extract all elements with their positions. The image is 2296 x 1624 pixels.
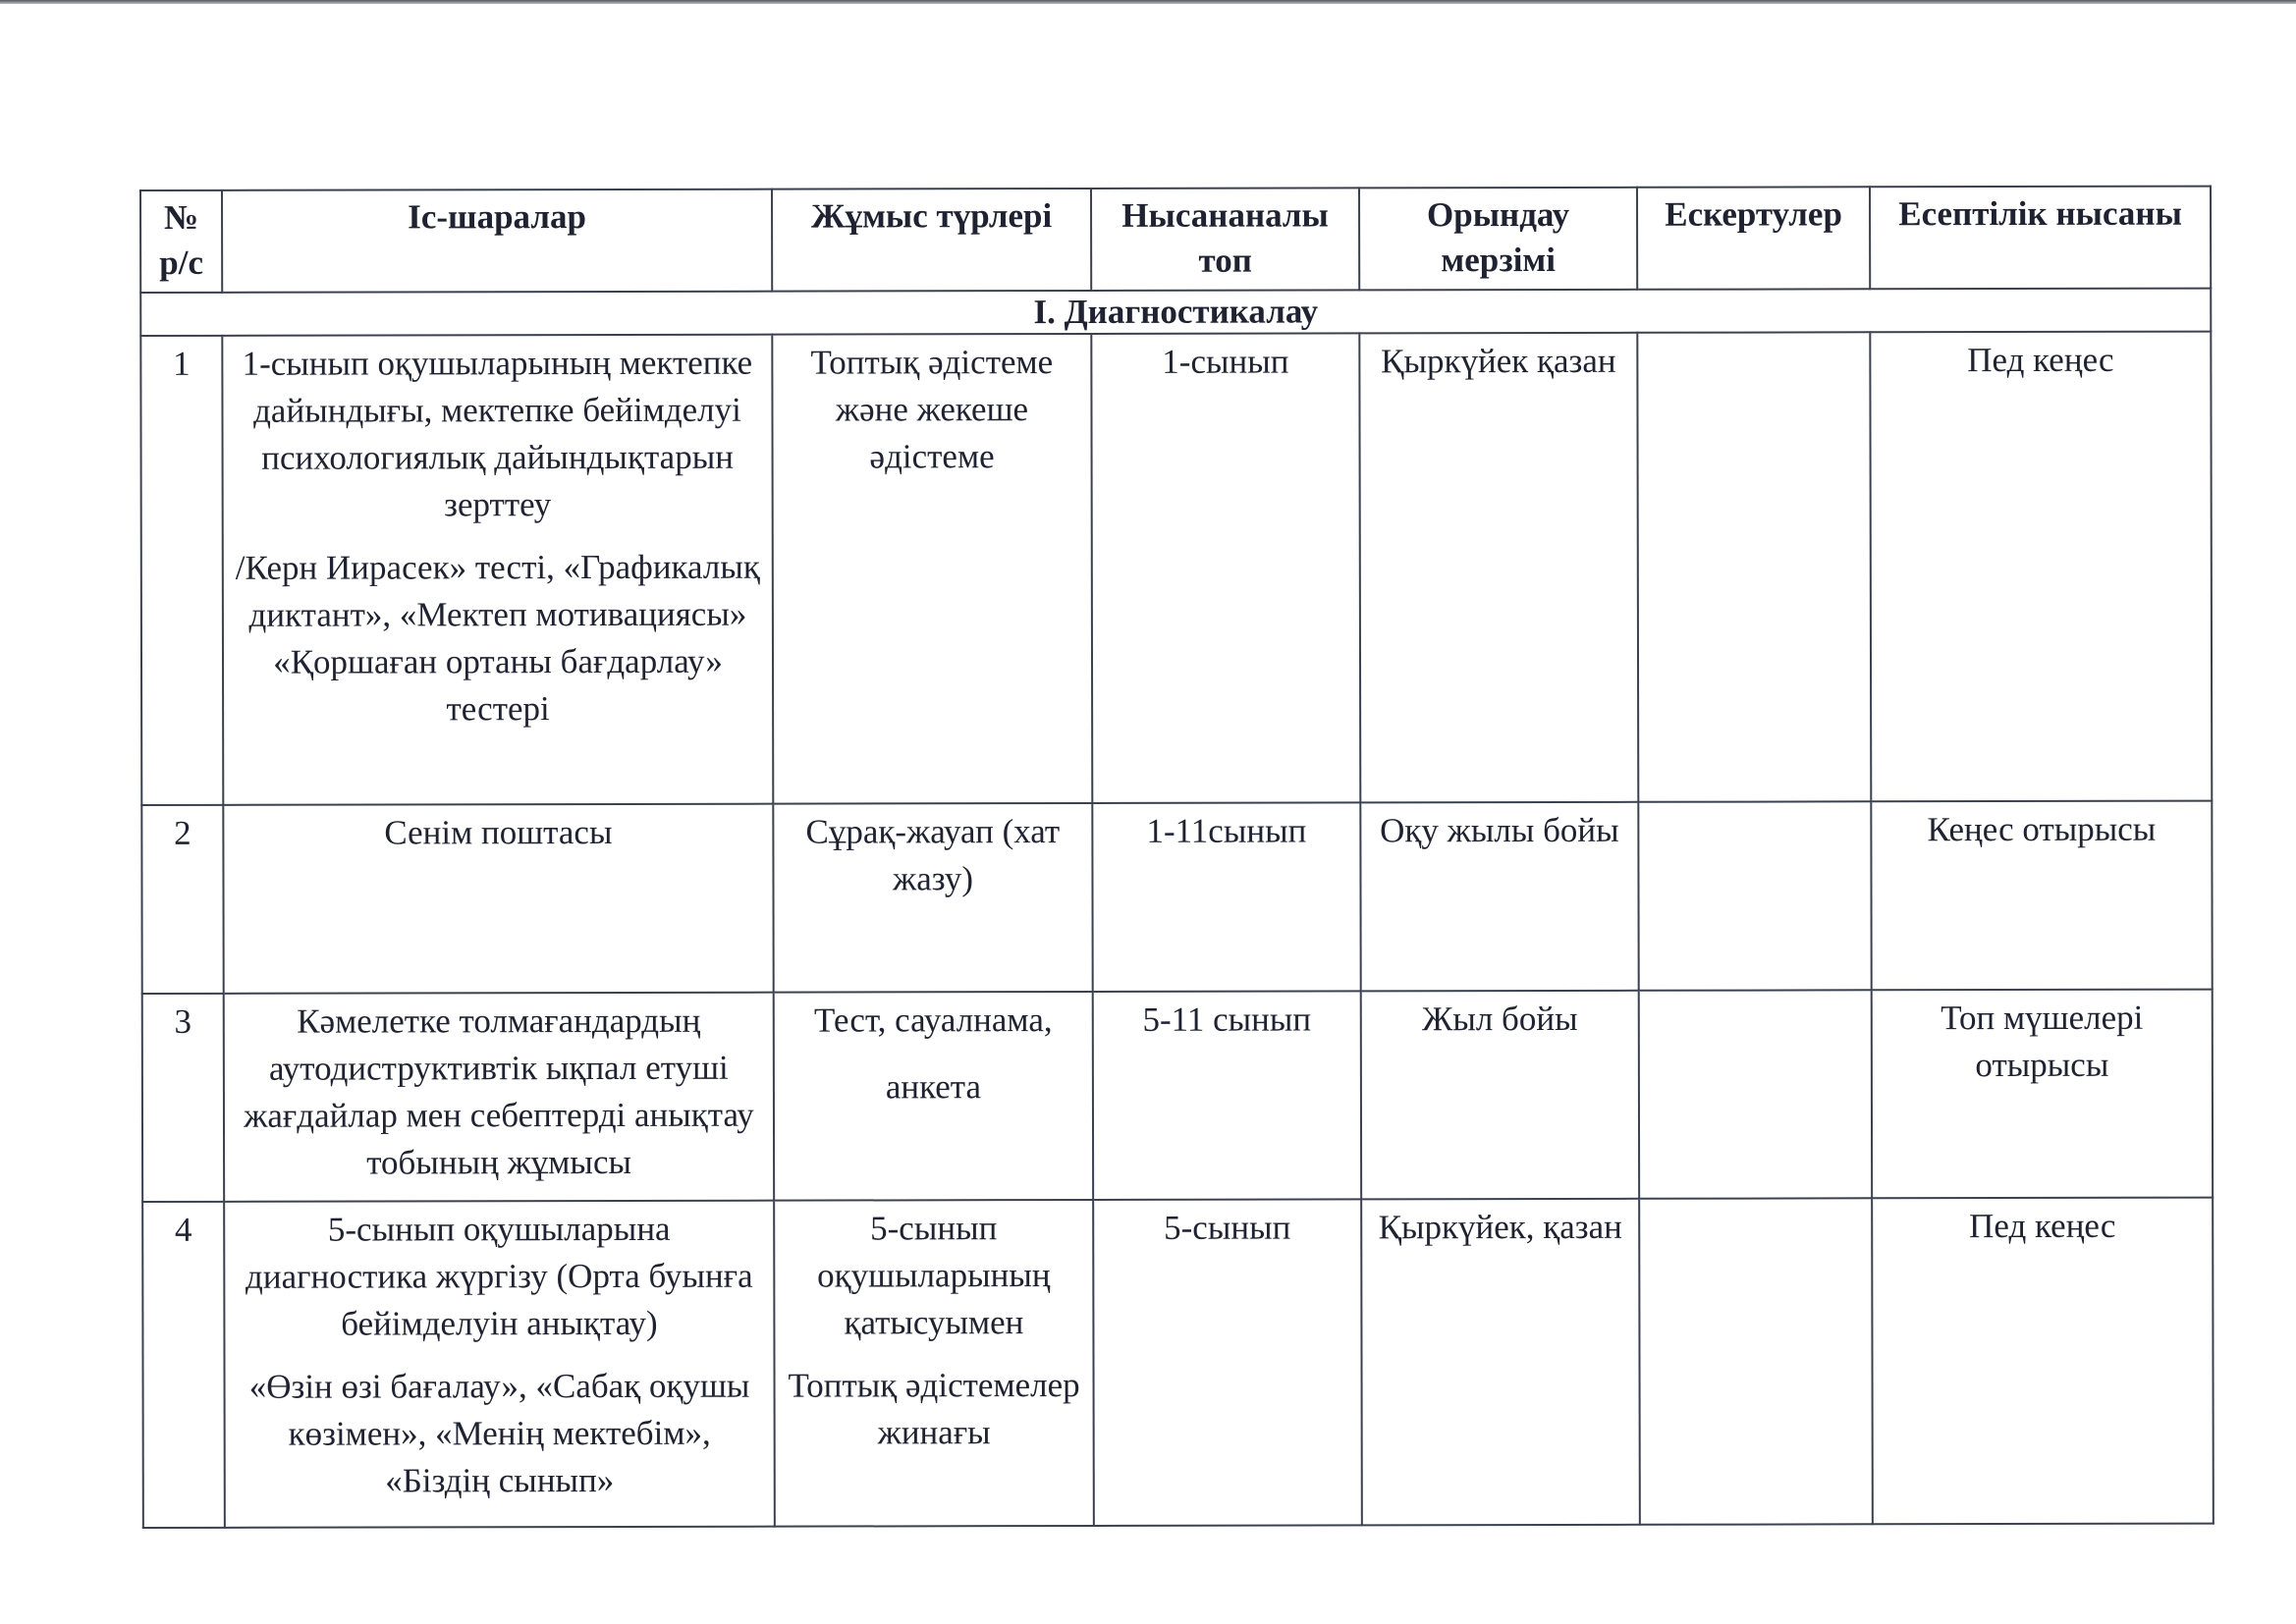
- table-row: [140, 332, 2212, 805]
- header-deadline: Орындау мерзімі: [1359, 188, 1637, 291]
- work-type-text-2: анкета: [885, 1067, 982, 1107]
- line-gap: [785, 1044, 1082, 1064]
- target-group-cell: 5-11 сынып: [1093, 991, 1361, 1200]
- work-type-text: Тест, сауалнама,: [813, 1001, 1053, 1040]
- event-cell: [224, 1201, 775, 1528]
- header-num: № р/с: [140, 190, 222, 293]
- table-row: [142, 990, 2213, 1202]
- table-row: [142, 1198, 2214, 1528]
- section-row: [140, 289, 2211, 336]
- notes-cell: [1639, 990, 1872, 1198]
- event-cell: [223, 804, 773, 994]
- header-notes: Ескертулер: [1637, 187, 1870, 289]
- report-form-cell: Пед кеңес: [1870, 332, 2212, 802]
- work-type-cell: [774, 992, 1093, 1201]
- event-description: Кәмелетке толмағандардың аутодиструктивтік ықпал етуші жағдайлар мен себептерді анықтау тобының жұмысы: [244, 1001, 754, 1182]
- table-row: [141, 801, 2212, 994]
- target-group-cell: 1-сынып: [1091, 333, 1360, 803]
- work-type-text: Сұрақ-жауап (хат жазу): [805, 812, 1061, 898]
- header-row: [140, 187, 2211, 293]
- row-number: 4: [142, 1202, 225, 1528]
- row-number: 3: [142, 994, 224, 1202]
- header-work-types: Жұмыс түрлері: [772, 189, 1091, 292]
- event-tests: «Өзін өзі бағалау», «Сабақ оқушы көзімен», «Менің мектебім», «Біздің сынып»: [248, 1366, 750, 1500]
- header-events: Іс-шаралар: [222, 189, 772, 293]
- target-group-cell: 5-сынып: [1093, 1199, 1362, 1526]
- target-group-cell: 1-11сынып: [1092, 802, 1360, 992]
- row-number: 1: [140, 336, 223, 805]
- event-cell: [224, 993, 774, 1202]
- event-description: 5-сынып оқушыларына диагностика жүргізу (Орта буынға бейімделуін анықтау): [245, 1209, 753, 1343]
- report-form-cell: Топ мүшелері отырысы: [1872, 990, 2213, 1199]
- event-description: 1-сынып оқушыларының мектепке дайындығы, мектепке бейімделуі психологиялық дайындықтарын зерттеу: [242, 343, 753, 524]
- deadline-cell: Қыркүйек қазан: [1359, 333, 1638, 803]
- work-type-cell: [772, 334, 1092, 804]
- work-type-text-2: Топтық әдістемелер жинағы: [788, 1365, 1080, 1452]
- event-tests: /Керн Иирасек» тесті, «Графикалық диктант», «Мектеп мотивациясы» «Қоршаған ортаны бағдарлау» тестері: [235, 547, 760, 729]
- notes-cell: [1638, 801, 1871, 990]
- report-form-cell: Кеңес отырысы: [1871, 801, 2212, 991]
- notes-cell: [1637, 332, 1871, 801]
- scan-edge: [0, 0, 2296, 4]
- work-type-text: 5-сынып оқушыларының қатысуымен: [817, 1209, 1051, 1342]
- header-report-form: Есептілік нысаны: [1870, 187, 2211, 290]
- deadline-cell: Жыл бойы: [1361, 991, 1639, 1200]
- report-form-cell: Пед кеңес: [1872, 1198, 2214, 1525]
- deadline-cell: Қыркүйек, қазан: [1361, 1199, 1640, 1526]
- work-type-cell: [773, 803, 1092, 993]
- row-number: 2: [141, 805, 223, 994]
- event-description: Сенім поштасы: [384, 812, 613, 852]
- deadline-cell: Оқу жылы бойы: [1360, 802, 1638, 992]
- event-cell: [222, 335, 773, 805]
- work-type-cell: [774, 1200, 1094, 1527]
- work-type-text: Топтық әдістеме және жекеше әдістеме: [810, 343, 1054, 476]
- work-plan-table: [139, 186, 2214, 1529]
- notes-cell: [1639, 1198, 1873, 1524]
- section-title: І. Диагностикалау: [140, 289, 2211, 336]
- header-target-group: Нысананалы топ: [1091, 188, 1359, 291]
